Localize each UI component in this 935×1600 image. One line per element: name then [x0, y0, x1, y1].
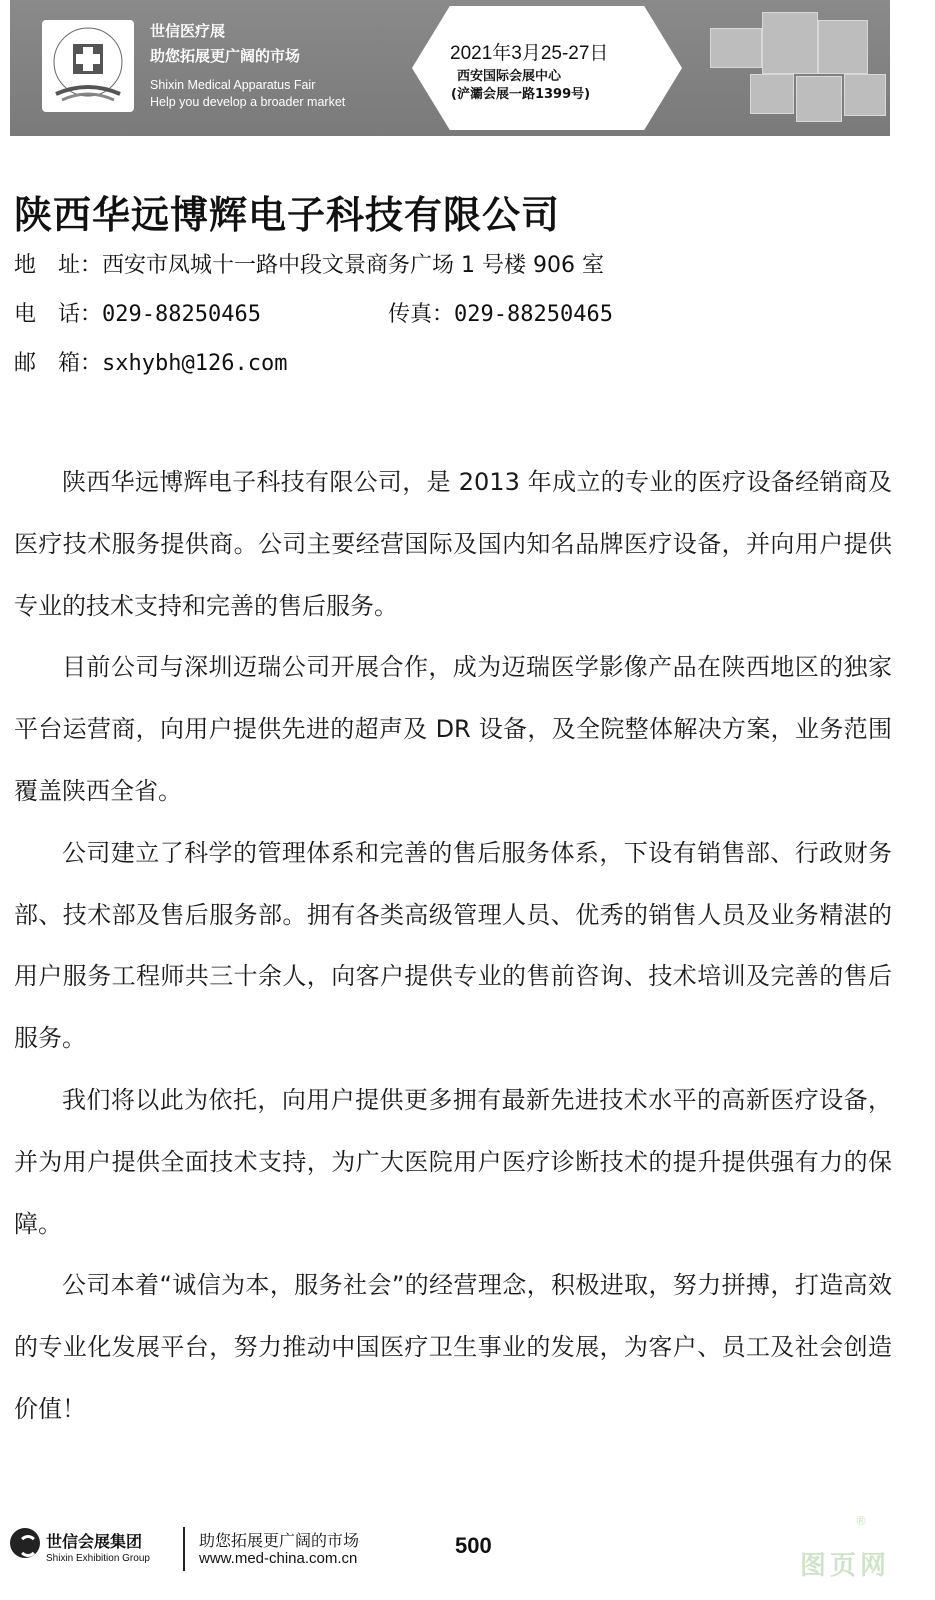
- company-name: 陕西华远博辉电子科技有限公司: [14, 193, 561, 237]
- banner-title-zh: 世信医疗展: [150, 22, 226, 40]
- banner-title-en: Shixin Medical Apparatus Fair: [150, 78, 316, 92]
- footer-group-name-en: Shixin Exhibition Group: [46, 1553, 150, 1564]
- equipment-photo: [750, 74, 794, 114]
- paragraph: 陕西华远博辉电子科技有限公司，是 2013 年成立的专业的医疗设备经销商及医疗技术服务提供商。公司主要经营国际及国内知名品牌医疗设备，并向用户提供专业的技术支持和完善的售后服务。: [14, 468, 892, 620]
- equipment-photo: [796, 76, 842, 122]
- banner-address: (浐灞会展一路1399号): [451, 87, 591, 102]
- registered-mark: ®: [855, 1514, 867, 1528]
- paragraph: 公司本着“诚信为本，服务社会”的经营理念，积极进取，努力拼搏，打造高效的专业化发展平台，努力推动中国医疗卫生事业的发展，为客户、员工及社会创造价值！: [14, 1271, 892, 1423]
- footer-group-name: 世信会展集团: [46, 1532, 143, 1551]
- company-description: [14, 452, 892, 1441]
- phone-line: [14, 297, 261, 328]
- footer-url: www.med-china.com.cn: [199, 1550, 358, 1567]
- paragraph: 公司建立了科学的管理体系和完善的售后服务体系，下设有销售部、行政财务部、技术部及售后服务部。拥有各类高级管理人员、优秀的销售人员及业务精湛的用户服务工程师共三十余人，向客户提供专业的售前咨询、技术培训及完善的售后服务。: [14, 838, 892, 1053]
- address-value: 西安市凤城十一路中段文景商务广场 1 号楼 906 室: [102, 253, 604, 278]
- footer-divider: [183, 1527, 185, 1571]
- banner-date: 2021年3月25-27日: [450, 43, 609, 64]
- address-label: 地 址：: [14, 253, 103, 278]
- email-value: sxhybh@126.com: [102, 351, 288, 376]
- watermark: 图页网: [800, 1551, 891, 1581]
- group-logo-icon: [10, 1528, 40, 1558]
- equipment-photo: [818, 20, 868, 74]
- address-line: [14, 248, 604, 279]
- phone-label: 电 话：: [14, 302, 103, 327]
- fax-value: 029-88250465: [454, 302, 613, 327]
- fair-logo-icon: [42, 20, 134, 112]
- paragraph: 我们将以此为依托，向用户提供更多拥有最新先进技术水平的高新医疗设备，并为用户提供全面技术支持，为广大医院用户医疗诊断技术的提升提供强有力的保障。: [14, 1085, 892, 1238]
- paragraph: 目前公司与深圳迈瑞公司开展合作，成为迈瑞医学影像产品在陕西地区的独家平台运营商，向用户提供先进的超声及 DR 设备，及全院整体解决方案，业务范围覆盖陕西全省。: [14, 653, 892, 805]
- phone-value: 029-88250465: [102, 302, 261, 327]
- footer-slogan: 助您拓展更广阔的市场: [199, 1531, 360, 1550]
- equipment-photo: [844, 74, 886, 116]
- email-line: [14, 346, 287, 377]
- fax-label: 传真：: [388, 302, 455, 327]
- exhibition-banner: [10, 0, 890, 136]
- equipment-photo: [710, 28, 762, 68]
- banner-venue: 西安国际会展中心: [457, 69, 562, 84]
- banner-slogan-en: Help you develop a broader market: [150, 95, 346, 109]
- fax-line: [388, 297, 613, 328]
- banner-slogan-zh: 助您拓展更广阔的市场: [150, 47, 301, 65]
- email-label: 邮 箱：: [14, 351, 103, 376]
- equipment-photo: [762, 12, 818, 74]
- page-number: 500: [455, 1533, 492, 1558]
